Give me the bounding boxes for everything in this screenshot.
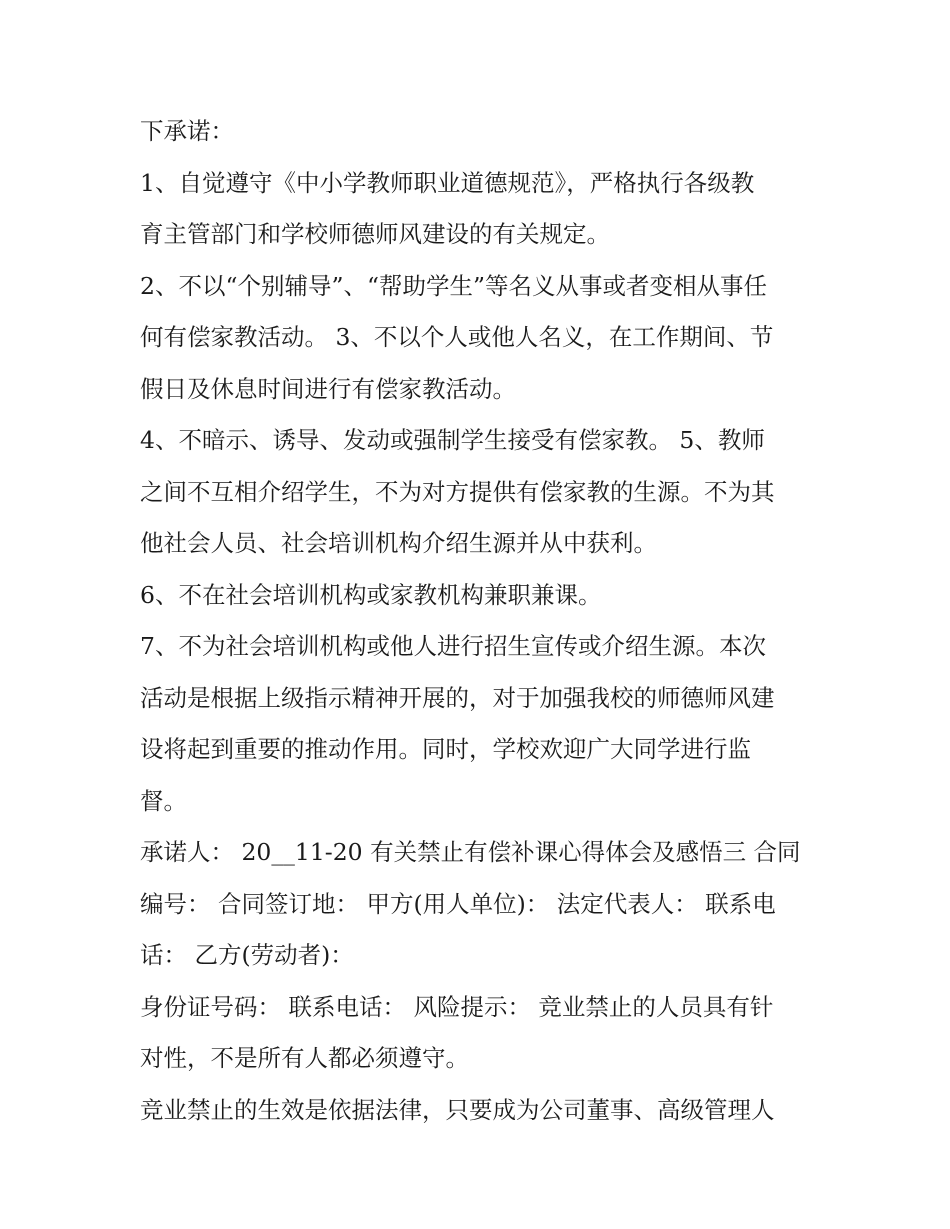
text-line: 对性，不是所有人都必须遵守。 xyxy=(140,1044,469,1072)
text-line: 设将起到重要的推动作用。同时，学校欢迎广大同学进行监 xyxy=(140,735,751,763)
text-line: 之间不互相介绍学生，不为对方提供有偿家教的生源。不为其 xyxy=(140,477,775,506)
document-body xyxy=(140,106,820,1136)
text-line: 督。 xyxy=(140,786,187,815)
text-line: 承诺人： 20__11-20 有关禁止有偿补课心得体会及感悟三 合同 xyxy=(140,838,801,866)
text-line: 编号： 合同签订地： 甲方(用人单位)： 法定代表人： 联系电 xyxy=(140,889,776,918)
text-line: 假日及休息时间进行有偿家教活动。 xyxy=(140,374,516,403)
text-line: 身份证号码： 联系电话： 风险提示： 竞业禁止的人员具有针 xyxy=(140,992,774,1021)
text-line: 1、自觉遵守《中小学教师职业道德规范》，严格执行各级教 xyxy=(140,168,755,197)
text-line: 何有偿家教活动。 3、不以个人或他人名义，在工作期间、节 xyxy=(140,323,774,351)
text-line: 6、不在社会培训机构或家教机构兼职兼课。 xyxy=(140,580,602,609)
text-line: 7、不为社会培训机构或他人进行招生宣传或介绍生源。本次 xyxy=(140,632,766,660)
text-line: 下承诺： xyxy=(140,117,234,145)
text-line: 2、不以“个别辅导”、“帮助学生”等名义从事或者变相从事任 xyxy=(140,271,768,300)
text-line: 育主管部门和学校师德师风建设的有关规定。 xyxy=(140,220,610,248)
text-line: 话： 乙方(劳动者)： xyxy=(140,941,354,969)
text-line: 4、不暗示、诱导、发动或强制学生接受有偿家教。 5、教师 xyxy=(140,426,765,454)
text-line: 竞业禁止的生效是依据法律，只要成为公司董事、高级管理人 xyxy=(140,1095,775,1124)
text-line: 他社会人员、社会培训机构介绍生源并从中获利。 xyxy=(140,529,657,557)
text-line: 活动是根据上级指示精神开展的，对于加强我校的师德师风建 xyxy=(140,683,775,712)
